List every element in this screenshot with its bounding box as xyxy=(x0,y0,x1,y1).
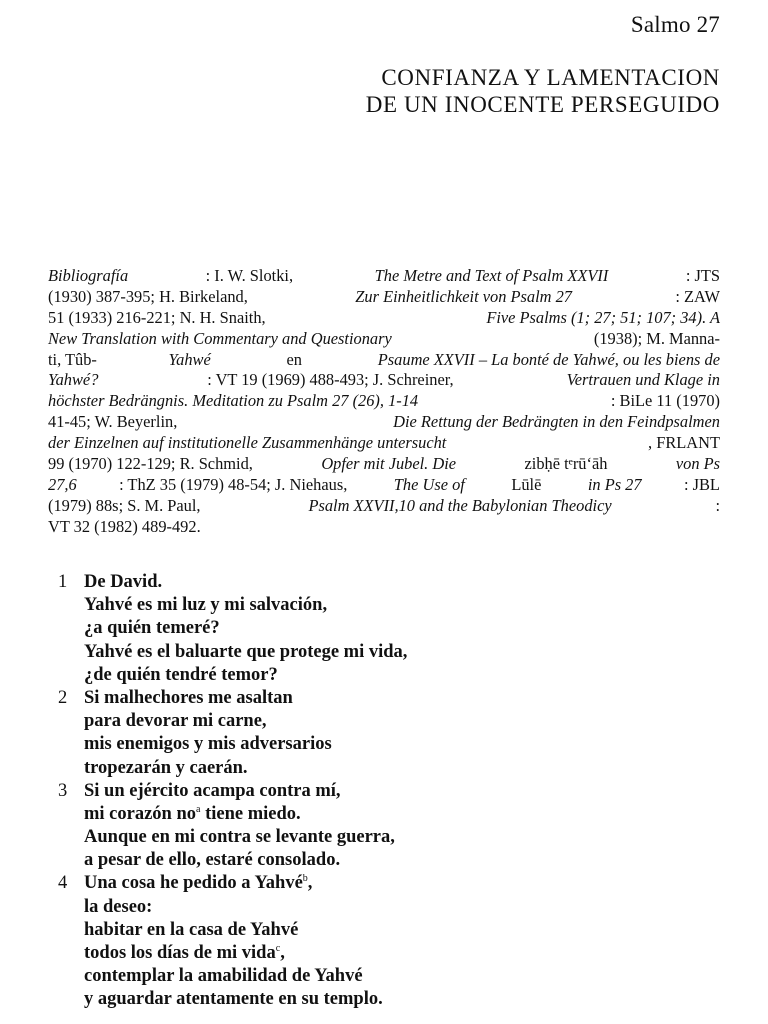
verse-text: para devorar mi carne, xyxy=(84,711,267,732)
bibliography-text: 51 (1933) 216-221; N. H. Snaith, xyxy=(48,307,270,327)
bibliography-line xyxy=(48,454,720,475)
bibliography-work-title: in Ps 27 xyxy=(587,474,642,494)
page-title xyxy=(366,64,720,118)
verse-text: habitar en la casa de Yahvé xyxy=(84,919,299,940)
bibliography-text: (1979) 88s; S. M. Paul, xyxy=(48,495,205,515)
bibliography-work-title: Yahwé xyxy=(168,349,211,369)
bibliography-text: : xyxy=(715,495,720,515)
bibliography-text: : JBL xyxy=(683,474,720,494)
bibliography-text: Lūlē xyxy=(507,474,546,494)
bibliography-text: VT 32 (1982) 489-492. xyxy=(48,516,201,536)
bibliography-work-title: The Metre and Text of Psalm XXVII xyxy=(374,266,609,285)
verse-text-continued: , xyxy=(307,873,313,894)
bibliography xyxy=(48,266,720,538)
bibliography-line xyxy=(48,475,720,496)
verse-text: Aunque en mi contra se levante guerra, xyxy=(84,827,395,848)
verse-line xyxy=(58,617,407,640)
bibliography-text: , FRLANT xyxy=(648,433,720,453)
verse-text: la deseo: xyxy=(84,896,153,917)
verse-line xyxy=(58,803,407,826)
verse-text-continued: tiene miedo. xyxy=(200,803,301,824)
bibliography-text: ti, Tûb- xyxy=(48,349,97,369)
verse-line xyxy=(58,664,407,687)
footnote-marker: c xyxy=(275,943,281,954)
bibliography-text: : JTS xyxy=(685,266,720,285)
bibliography-line xyxy=(48,350,720,371)
verse-line xyxy=(58,780,407,803)
verse-text: mi corazón no xyxy=(84,803,197,824)
verse-text: a pesar de ello, estaré consolado. xyxy=(84,850,341,871)
verse-text: tropezarán y caerán. xyxy=(84,757,248,778)
bibliography-text: 99 (1970) 122-129; R. Schmid, xyxy=(48,454,257,474)
bibliography-line xyxy=(48,287,720,308)
bibliography-text: (1938); M. Manna- xyxy=(589,328,720,348)
bibliography-line xyxy=(48,412,720,433)
footnote-marker: a xyxy=(196,803,201,815)
verse-line xyxy=(58,919,407,942)
bibliography-work-title: Die Rettung der Bedrängten in den Feindpsalmen xyxy=(393,412,720,432)
bibliography-text: : ThZ 35 (1979) 48-54; J. Niehaus, xyxy=(119,474,352,494)
verse-text-continued: , xyxy=(280,943,285,963)
bibliography-work-title: Five Psalms (1; 27; 51; 107; 34). A xyxy=(486,307,720,327)
bibliography-work-title: Psaume XXVII – La bonté de Yahwé, ou les biens de xyxy=(377,349,720,369)
bibliography-work-title: Yahwé? xyxy=(48,370,99,390)
bibliography-work-title: der Einzelnen auf institutionelle Zusammenhänge untersucht xyxy=(48,433,447,453)
verse-text: ¿de quién tendré temor? xyxy=(84,664,278,685)
bibliography-work-title: 27,6 xyxy=(48,474,77,494)
bibliography-text: : BiLe 11 (1970) xyxy=(610,391,720,411)
footnote-marker: b xyxy=(302,873,308,885)
verse-text: Yahvé es el baluarte que protege mi vida, xyxy=(84,641,408,662)
verse-text: Yahvé es mi luz y mi salvación, xyxy=(84,595,328,616)
verse-line xyxy=(58,571,407,594)
bibliography-line xyxy=(48,370,720,391)
bibliography-line xyxy=(48,433,720,454)
verse-number: 4 xyxy=(58,873,68,894)
verse-line xyxy=(58,965,407,988)
verse-number: 1 xyxy=(58,572,68,592)
verse-line xyxy=(58,896,407,919)
bibliography-work-title: Opfer mit Jubel. Die xyxy=(321,454,457,474)
bibliography-line xyxy=(48,391,720,412)
bibliography-text: : ZAW xyxy=(675,286,720,306)
bibliography-work-title: New Translation with Commentary and Questionary xyxy=(48,328,392,348)
verse-line xyxy=(58,687,407,710)
bibliography-work-title: The Use of xyxy=(393,474,465,494)
title-line-2: DE UN INOCENTE PERSEGUIDO xyxy=(365,92,720,117)
bibliography-work-title: höchster Bedrängnis. Meditation zu Psalm 27 (26), 1-14 xyxy=(48,391,419,411)
bibliography-text: : I. W. Slotki, xyxy=(205,266,298,285)
bibliography-work-title: Zur Einheitlichkeit von Psalm 27 xyxy=(355,286,572,306)
psalm-number: Salmo 27 xyxy=(630,12,720,37)
title-line-1: CONFIANZA Y LAMENTACION xyxy=(381,65,720,90)
bibliography-text: zibḥē tᵉrū‘āh xyxy=(520,454,612,474)
bibliography-line xyxy=(48,266,720,287)
verse-line xyxy=(58,594,407,617)
verse-line xyxy=(58,733,407,756)
psalm-verses xyxy=(58,571,407,1012)
verse-line xyxy=(58,942,407,965)
verse-text: y aguardar atentamente en su templo. xyxy=(84,989,383,1010)
bibliography-line xyxy=(48,517,720,538)
bibliography-label: Bibliografía xyxy=(48,266,129,285)
verse-line xyxy=(58,757,407,780)
verse-number: 3 xyxy=(58,780,68,801)
verse-line xyxy=(58,849,407,872)
verse-text: contemplar la amabilidad de Yahvé xyxy=(84,966,363,987)
bibliography-text: en xyxy=(282,349,307,369)
verse-line xyxy=(58,710,407,733)
bibliography-text: : VT 19 (1969) 488-493; J. Schreiner, xyxy=(207,370,458,390)
bibliography-line xyxy=(48,496,720,517)
verse-text: Una cosa he pedido a Yahvé xyxy=(84,873,303,894)
verse-text: Si un ejército acampa contra mí, xyxy=(84,780,341,801)
verse-line xyxy=(58,988,407,1011)
bibliography-work-title: Psalm XXVII,10 and the Babylonian Theodicy xyxy=(308,495,612,515)
verse-line xyxy=(58,826,407,849)
verse-line xyxy=(58,641,407,664)
verse-text: De David. xyxy=(84,572,163,592)
verse-number: 2 xyxy=(58,687,68,708)
verse-text: ¿a quién temeré? xyxy=(84,618,220,639)
bibliography-text: (1930) 387-395; H. Birkeland, xyxy=(48,286,252,306)
bibliography-work-title: Vertrauen und Klage in xyxy=(566,370,720,390)
bibliography-line xyxy=(48,308,720,329)
verse-text: Si malhechores me asaltan xyxy=(84,687,293,708)
bibliography-line xyxy=(48,329,720,350)
bibliography-text: 41-45; W. Beyerlin, xyxy=(48,412,182,432)
verse-text: todos los días de mi vida xyxy=(84,943,276,963)
verse-line xyxy=(58,872,407,895)
verse-text: mis enemigos y mis adversarios xyxy=(84,734,332,755)
bibliography-work-title: von Ps xyxy=(675,454,720,474)
